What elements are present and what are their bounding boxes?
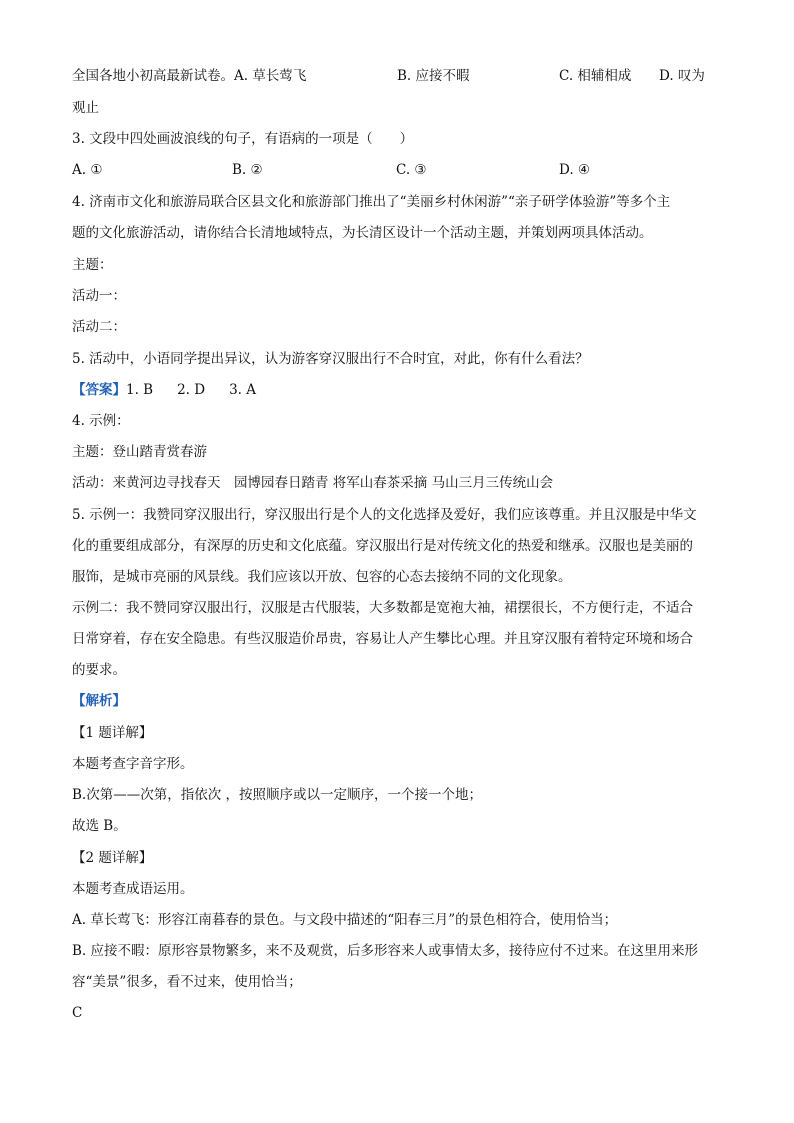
analysis-label: 【解析】 bbox=[72, 693, 126, 709]
q4-theme-prompt: 主题： bbox=[72, 257, 113, 273]
q2-option-a: 全国各地小初高最新试卷。A. 草长莺飞 bbox=[72, 68, 307, 84]
q3-option-a: A. ① bbox=[72, 162, 103, 178]
q5-stem: 5. 活动中，小语同学提出异议，认为游客穿汉服出行不合时宜，对此，你有什么看法？ bbox=[72, 351, 589, 367]
q3-option-b: B. ② bbox=[232, 162, 263, 178]
q4-stem-line1: 4. 济南市文化和旅游局联合区县文化和旅游部门推出了“美丽乡村休闲游”“亲子研学体验游”等多个主 bbox=[72, 194, 671, 210]
answer-5-line4: 示例二：我不赞同穿汉服出行，汉服是古代服装，大多数都是宽袍大袖，裙摆很长，不方便行走，不适合 bbox=[72, 600, 693, 616]
answer-1: 1. B bbox=[126, 382, 154, 398]
answer-5-line1: 5. 示例一：我赞同穿汉服出行，穿汉服出行是个人的文化选择及爱好，我们应该尊重。并且汉服是中华文 bbox=[72, 507, 697, 523]
analysis-q2-line5: C bbox=[72, 1005, 83, 1021]
answer-4-theme: 主题：登山踏青赏春游 bbox=[72, 444, 207, 460]
answer-4-head: 4. 示例： bbox=[72, 413, 130, 429]
analysis-q2-line2: A. 草长莺飞：形容江南暮春的景色。与文段中描述的“阳春三月”的景色相符合，使用恰当； bbox=[72, 912, 618, 928]
answer-4-activities: 活动：来黄河边寻找春天 园博园春日踏青 将军山春茶采摘 马山三月三传统山会 bbox=[72, 475, 554, 491]
q4-activity1-prompt: 活动一： bbox=[72, 288, 126, 304]
analysis-q2-line4: 容“美景”很多，看不过来，使用恰当； bbox=[72, 974, 302, 990]
q4-stem-line2: 题的文化旅游活动，请你结合长清地域特点，为长清区设计一个活动主题，并策划两项具体活动。 bbox=[72, 225, 653, 241]
q3-option-c: C. ③ bbox=[396, 162, 427, 178]
q2-option-b: B. 应接不暇 bbox=[397, 68, 470, 84]
analysis-q1-head: 【1 题详解】 bbox=[72, 725, 153, 741]
analysis-q1-line2: B.次第——次第，指依次 ，按照顺序或以一定顺序，一个接一个地； bbox=[72, 787, 483, 803]
analysis-q1-line3: 故选 B。 bbox=[72, 818, 127, 834]
analysis-q2-head: 【2 题详解】 bbox=[72, 850, 153, 866]
q4-activity2-prompt: 活动二： bbox=[72, 319, 126, 335]
answer-row bbox=[72, 380, 724, 400]
answer-2: 2. D bbox=[177, 382, 206, 398]
analysis-q2-line1: 本题考查成语运用。 bbox=[72, 881, 194, 897]
analysis-q1-line1: 本题考查字音字形。 bbox=[72, 756, 194, 772]
q2-option-c: C. 相辅相成 bbox=[559, 68, 632, 84]
q3-stem: 3. 文段中四处画波浪线的句子，有语病的一项是（ ） bbox=[72, 131, 414, 147]
answer-values bbox=[126, 382, 256, 398]
answer-5-line5: 日常穿着，存在安全隐患。有些汉服造价昂贵，容易让人产生攀比心理。并且穿汉服有着特定环境和场合 bbox=[72, 631, 693, 647]
answer-5-line2: 化的重要组成部分，有深厚的历史和文化底蕴。穿汉服出行是对传统文化的热爱和继承。汉服也是美丽的 bbox=[72, 538, 693, 554]
answer-label: 【答案】 bbox=[72, 382, 126, 398]
answer-5-line3: 服饰，是城市亮丽的风景线。我们应该以开放、包容的心态去接纳不同的文化现象。 bbox=[72, 569, 572, 585]
q3-option-d: D. ④ bbox=[559, 162, 591, 178]
analysis-q2-line3: B. 应接不暇：原形容景物繁多，来不及观赏，后多形容来人或事情太多，接待应付不过来。在这里用来形 bbox=[72, 943, 699, 959]
q2-option-d-wrap: 观止 bbox=[72, 100, 99, 116]
answer-5-line6: 的要求。 bbox=[72, 662, 126, 678]
answer-3: 3. A bbox=[229, 382, 257, 398]
q2-option-d: D. 叹为 bbox=[659, 68, 705, 84]
